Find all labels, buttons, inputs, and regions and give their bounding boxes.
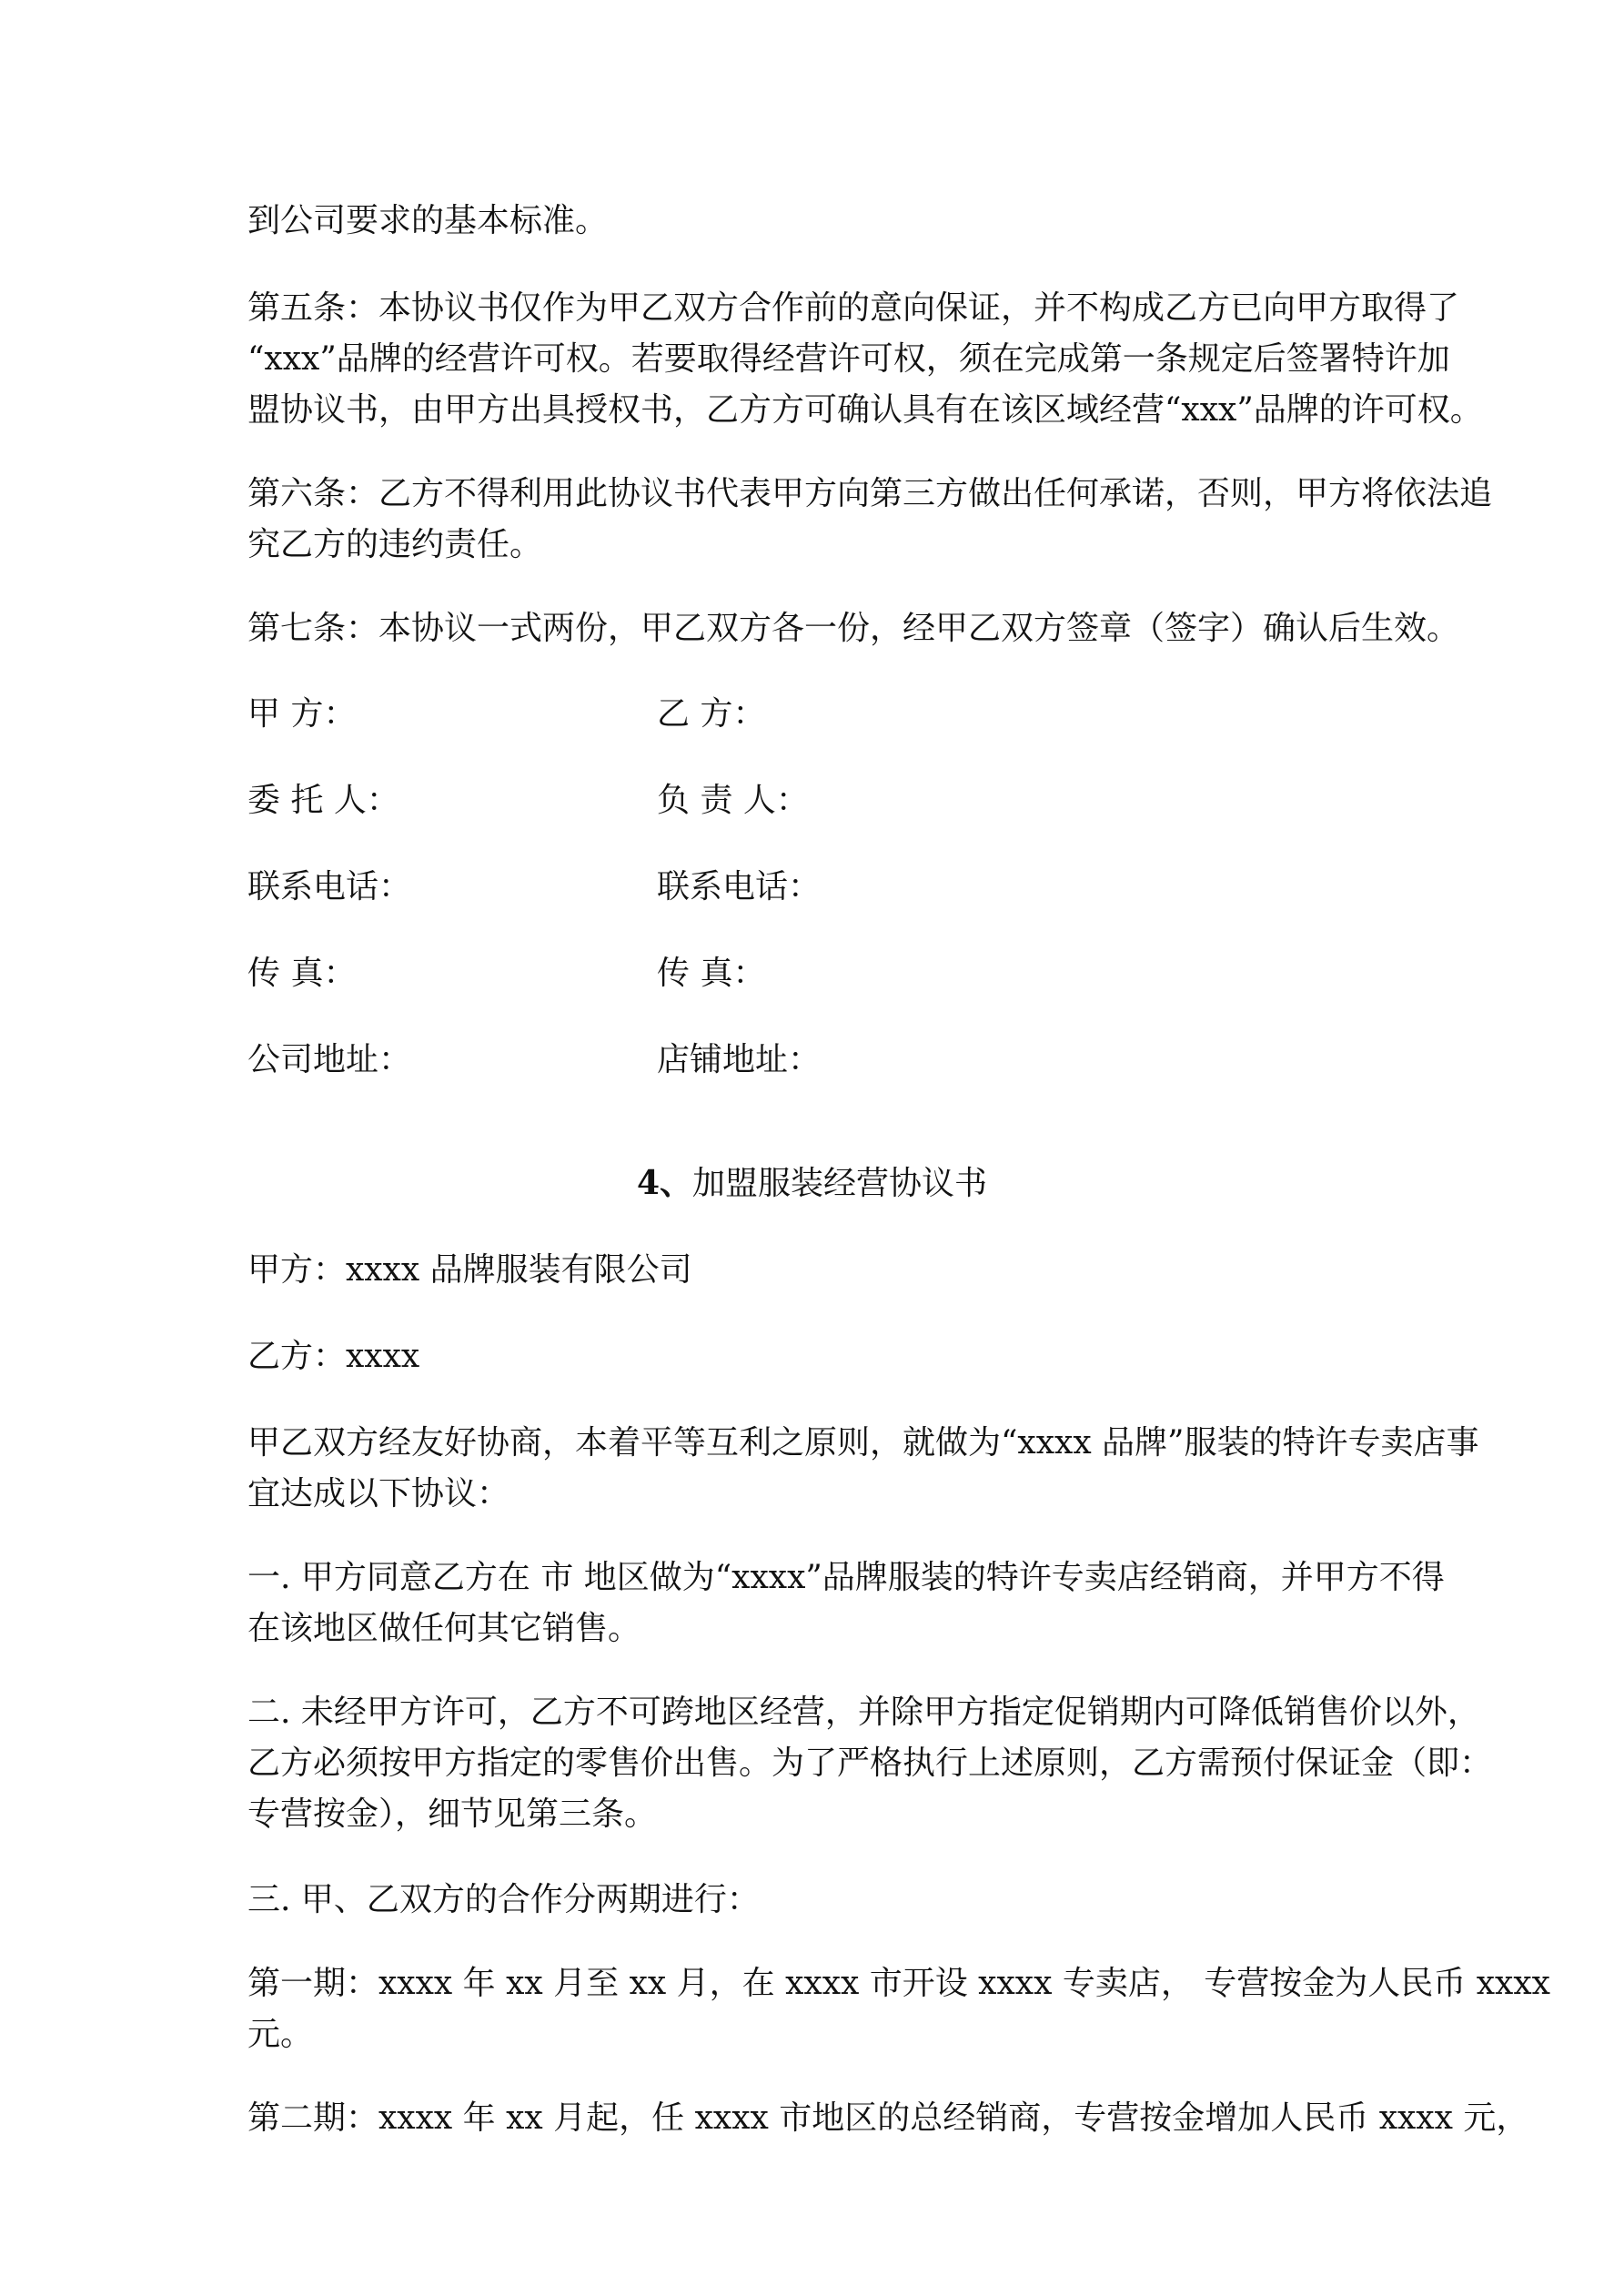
article-5-line-1: 第五条：本协议书仅作为甲乙双方合作前的意向保证，并不构成乙方已向甲方取得了 [247,289,1460,327]
phase-1-line-1: 第一期：xxxx 年 xx 月至 xx 月，在 xxxx 市开设 xxxx 专卖店， 专营按金为人民币 xxxx [247,1965,1550,2002]
doc4-party-a: 甲方：xxxx 品牌服装有限公司 [247,1251,692,1289]
sig-fax-b: 传 真： [657,955,766,992]
doc4-party-b: 乙方：xxxx [247,1338,420,1375]
doc4-intro-line-1: 甲乙双方经友好协商，本着平等互利之原则，就做为“xxxx 品牌”服装的特许专卖店事 [247,1424,1479,1462]
doc4-intro-line-2: 宜达成以下协议： [247,1475,510,1512]
sig-fax-a: 传 真： [247,955,357,992]
clause-3: 三. 甲、乙双方的合作分两期进行： [247,1881,760,1918]
agreement-4-title [0,1156,1624,1211]
clause-2-line-1: 二. 未经甲方许可，乙方不可跨地区经营，并除甲方指定促销期内可降低销售价以外， [247,1694,1480,1731]
article-5-line-2: “xxx”品牌的经营许可权。若要取得经营许可权，须在完成第一条规定后签署特许加 [247,340,1450,378]
article-5-line-3: 盟协议书，由甲方出具授权书，乙方方可确认具有在该区域经营“xxx”品牌的许可权。 [247,391,1483,429]
sig-party-a: 甲 方： [247,695,357,733]
clause-2-line-2: 乙方必须按甲方指定的零售价出售。为了严格执行上述原则，乙方需预付保证金（即： [247,1745,1493,1782]
article-6-line-1: 第六条：乙方不得利用此协议书代表甲方向第三方做出任何承诺，否则，甲方将依法追 [247,475,1493,512]
article-7: 第七条：本协议一式两份，甲乙双方各一份，经甲乙双方签章（签字）确认后生效。 [247,610,1460,647]
previous-clause-tail: 到公司要求的基本标准。 [247,202,609,239]
sig-principal: 委 托 人： [247,782,399,819]
clause-2-line-3: 专营按金），细节见第三条。 [247,1795,658,1833]
sig-phone-b: 联系电话： [657,868,822,905]
title-number: 4、 [636,1164,693,1202]
phase-1-line-2: 元。 [247,2016,314,2053]
article-6-line-2: 究乙方的违约责任。 [247,526,543,563]
sig-party-b: 乙 方： [657,695,766,733]
sig-responsible: 负 责 人： [657,782,809,819]
phase-2-line-1: 第二期：xxxx 年 xx 月起，任 xxxx 市地区的总经销商，专营按金增加人民币 xxxx 元， [247,2099,1529,2137]
sig-phone-a: 联系电话： [247,868,412,905]
clause-1-line-2: 在该地区做任何其它销售。 [247,1610,641,1647]
sig-shop-address: 店铺地址： [657,1041,822,1078]
title-text: 加盟服装经营协议书 [692,1165,988,1202]
clause-1-line-1: 一. 甲方同意乙方在 市 地区做为“xxxx”品牌服装的特许专卖店经销商，并甲方不得 [247,1559,1445,1596]
sig-company-address: 公司地址： [247,1041,412,1078]
